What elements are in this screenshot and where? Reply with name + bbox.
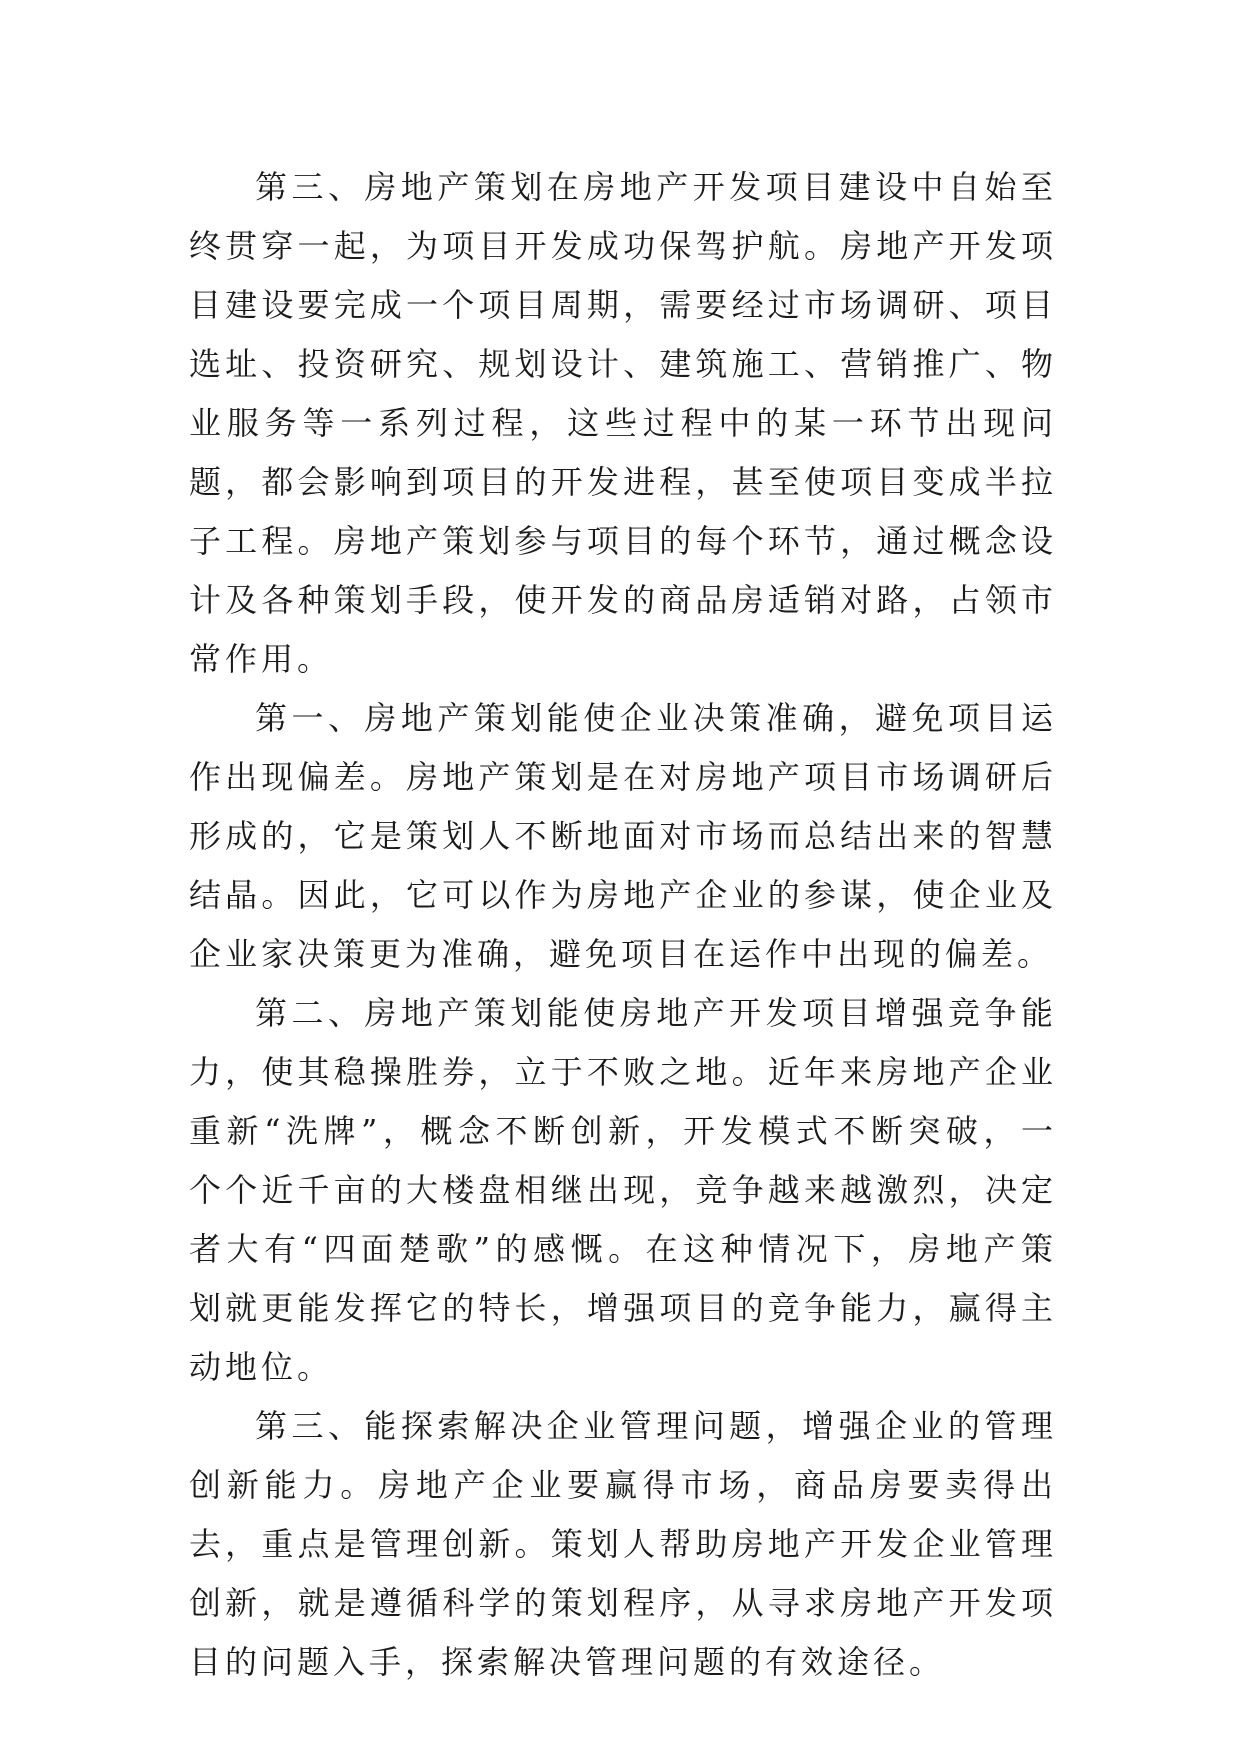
document-body (189, 158, 1057, 1692)
paragraph: 第二、房地产策划能使房地产开发项目增强竞争能力，使其稳操胜券，立于不败之地。近年来房地产企业重新“洗牌”，概念不断创新，开发模式不断突破，一个个近千亩的大楼盘相继出现，竞争越来越激烈，决定者大有“四面楚歌”的感慨。在这种情况下，房地产策划就更能发挥它的特长，增强项目的竞争能力，赢得主动地位。 (189, 994, 1057, 1386)
paragraph: 第三、房地产策划在房地产开发项目建设中自始至终贯穿一起，为项目开发成功保驾护航。房地产开发项目建设要完成一个项目周期，需要经过市场调研、项目选址、投资研究、规划设计、建筑施工、营销推广、物业服务等一系列过程，这些过程中的某一环节出现问题，都会影响到项目的开发进程，甚至使项目变成半拉子工程。房地产策划参与项目的每个环节，通过概念设计及各种策划手段，使开发的商品房适销对路，占领市常作用。 (189, 168, 1057, 678)
paragraph: 第三、能探索解决企业管理问题，增强企业的管理创新能力。房地产企业要赢得市场，商品房要卖得出去，重点是管理创新。策划人帮助房地产开发企业管理创新，就是遵循科学的策划程序，从寻求房地产开发项目的问题入手，探索解决管理问题的有效途径。 (189, 1407, 1057, 1681)
paragraph: 第一、房地产策划能使企业决策准确，避免项目运作出现偏差。房地产策划是在对房地产项目市场调研后形成的，它是策划人不断地面对市场而总结出来的智慧结晶。因此，它可以作为房地产企业的参谋，使企业及企业家决策更为准确，避免项目在运作中出现的偏差。 (189, 699, 1057, 973)
